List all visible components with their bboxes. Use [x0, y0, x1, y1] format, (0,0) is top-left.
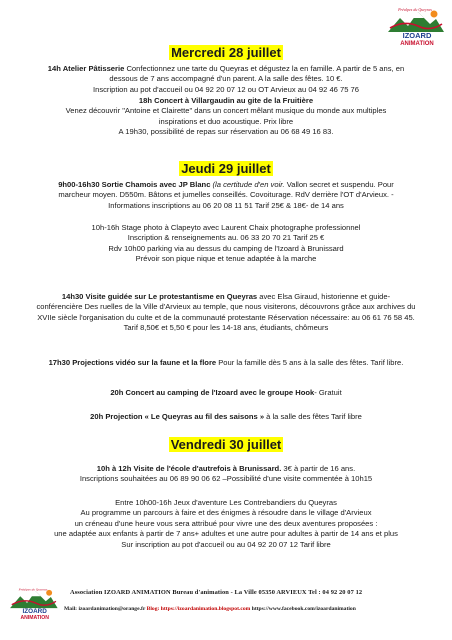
event-line: Tarif 8,50€ et 5,50 € pour les 14-18 ans, étudiants, chômeurs	[123, 323, 329, 333]
event-concert-hook	[8, 388, 444, 398]
event-projections-faune	[8, 358, 444, 368]
event-line: un créneau d'une heure vous sera attribué pour vivre une des deux aventures proposées :	[74, 518, 378, 528]
event-title: 9h00-16h30 Sortie Chamois avec JP Blanc	[58, 180, 211, 189]
event-line	[8, 388, 444, 398]
logo-top-text: Préalpes du Queyras	[398, 7, 432, 12]
event-text: 3€ à partir de 16 ans.	[281, 464, 356, 473]
event-line: Inscription & renseignements au. 06 33 20 70 21 Tarif 25 €	[127, 233, 325, 243]
event-line: Entre 10h00-16h Jeux d'aventure Les Contrebandiers du Queyras	[115, 498, 337, 507]
event-projection-queyras	[8, 412, 444, 422]
event-line: Venez découvrir "Antoine et Clairette" dans un concert mêlant musique du monde aux multiples	[65, 106, 387, 116]
event-line: Sur inscription au pot d'accueil ou au 04 92 20 07 12 Tarif libre	[121, 539, 331, 549]
logo-snow-shape	[410, 12, 424, 18]
day-title: Vendredi 30 juillet	[170, 437, 282, 452]
event-text: - Gratuit	[314, 388, 342, 397]
footer-contacts	[64, 606, 450, 612]
logo-name-line2: ANIMATION	[400, 41, 434, 46]
event-atelier-patisserie	[8, 64, 444, 95]
event-concert-villargaudin	[8, 96, 444, 138]
event-title: 10h à 12h Visite de l'école d'autrefois à Brunissard.	[96, 464, 282, 473]
event-text: Pour la famille dès 5 ans à la salle des fêtes. Tarif libre.	[216, 358, 404, 367]
event-line	[8, 412, 444, 422]
event-line: conférencière Des ruelles de la Ville d'Arvieux au temple, que nous visiterons, découvrons grâce aux archives du	[36, 302, 416, 312]
logo-name-line1: IZOARD	[402, 31, 432, 40]
event-stage-photo	[8, 223, 444, 265]
event-line: Inscriptions souhaitées au 06 89 90 06 62 –Possibilité d'une visite commentée à 10h15	[79, 474, 373, 484]
day-heading-mercredi	[0, 44, 452, 61]
event-title: 14h30 Visite guidée sur Le protestantisme en Queyras	[61, 292, 258, 301]
footer-address: Association IZOARD ANIMATION Bureau d'animation - La Ville 05350 ARVIEUX Tel : 04 92 20 07 12	[70, 589, 363, 596]
event-jeux-aventure	[8, 498, 444, 550]
day-title: Jeudi 29 juillet	[181, 161, 271, 176]
day-heading-vendredi	[0, 436, 452, 453]
footer-facebook-link[interactable]: https://www.facebook.com/izoardanimation	[251, 606, 356, 612]
event-line: dessous de 7 ans accompagné d'un parent. A la salle des fêtes. 10 €.	[109, 74, 343, 84]
event-line	[8, 358, 444, 368]
footer-izoard-logo	[4, 586, 62, 620]
event-line: Au programme un parcours à faire et des énigmes à résoudre dans le village d'Arvieux	[80, 508, 372, 518]
event-line: XVIIe siècle l'organisation du culte et de la communauté protestante Réservation nécessaire: au 06 61 76 58 45.	[37, 312, 415, 322]
event-title: 14h Atelier Pâtisserie	[47, 64, 125, 73]
event-line: Informations inscriptions au 06 20 08 11 51 Tarif 25€ & 18€- de 14 ans	[108, 200, 344, 210]
event-ecole-autrefois	[8, 464, 444, 485]
event-line: Inscription au pot d'accueil ou 04 92 20 07 12 ou OT Arvieux au 04 92 46 75 76	[92, 84, 359, 94]
event-text: à la salle des fêtes Tarif libre	[264, 412, 362, 421]
event-line: 10h-16h Stage photo à Clapeyto avec Laurent Chaix photographe professionnel	[91, 223, 361, 232]
event-italic-text: (la certitude d'en voir.	[210, 180, 285, 189]
event-line: A 19h30, possibilité de repas sur réservation au 06 68 49 16 83.	[118, 127, 334, 137]
logo-snow-shape	[29, 591, 41, 596]
event-title: 20h Concert au camping de l'Izoard avec le groupe Hook	[110, 388, 315, 397]
footer-blog-link[interactable]: Blog: https://izoardanimation.blogspot.com	[146, 606, 251, 612]
logo-name-line2: ANIMATION	[20, 615, 49, 620]
event-visite-protestantisme	[8, 292, 444, 334]
event-text: avec Elsa Giraud, historienne et guide-	[257, 292, 391, 301]
event-line: marcheur moyen. D550m. Bâtons et jumelles conseillés. Covoiturage. RdV derrière l'OT d'Arvieux. -	[58, 190, 394, 200]
day-title: Mercredi 28 juillet	[171, 45, 281, 60]
event-title: 17h30 Projections vidéo sur la faune et la flore	[48, 358, 217, 367]
event-text: Confectionnez une tarte du Queyras et dégustez la en famille. A partir de 5 ans, en	[124, 64, 405, 73]
event-line: Prévoir son pique nique et tenue adaptée à la marche	[135, 254, 317, 264]
event-line	[8, 292, 444, 302]
day-heading-jeudi	[0, 160, 452, 177]
event-line: inspirations et duo acoustique. Prix libre	[158, 116, 294, 126]
event-title: 18h Concert à Villargaudin au gite de la Fruitière	[138, 96, 314, 105]
izoard-animation-logo	[384, 6, 446, 46]
logo-name-line1: IZOARD	[22, 608, 47, 616]
event-title: 20h Projection « Le Queyras au fil des saisons »	[90, 412, 265, 421]
event-line	[8, 464, 444, 474]
event-line: Rdv 10h00 parking via au dessus du camping de l'Izoard à Brunissard	[108, 243, 344, 253]
event-line: une adaptée aux enfants à partir de 7 ans+ adultes et une autre pour adultes à partir de 14 ans et plus	[54, 529, 398, 539]
footer-mail-link[interactable]: Mail: izoardanimation@orange.fr	[64, 606, 146, 612]
event-text: Vallon secret et suspendu. Pour	[284, 180, 394, 189]
event-sortie-chamois	[8, 180, 444, 211]
logo-top-text: Préalpes du Queyras	[18, 587, 48, 592]
event-line	[8, 64, 444, 74]
event-line	[8, 180, 444, 190]
